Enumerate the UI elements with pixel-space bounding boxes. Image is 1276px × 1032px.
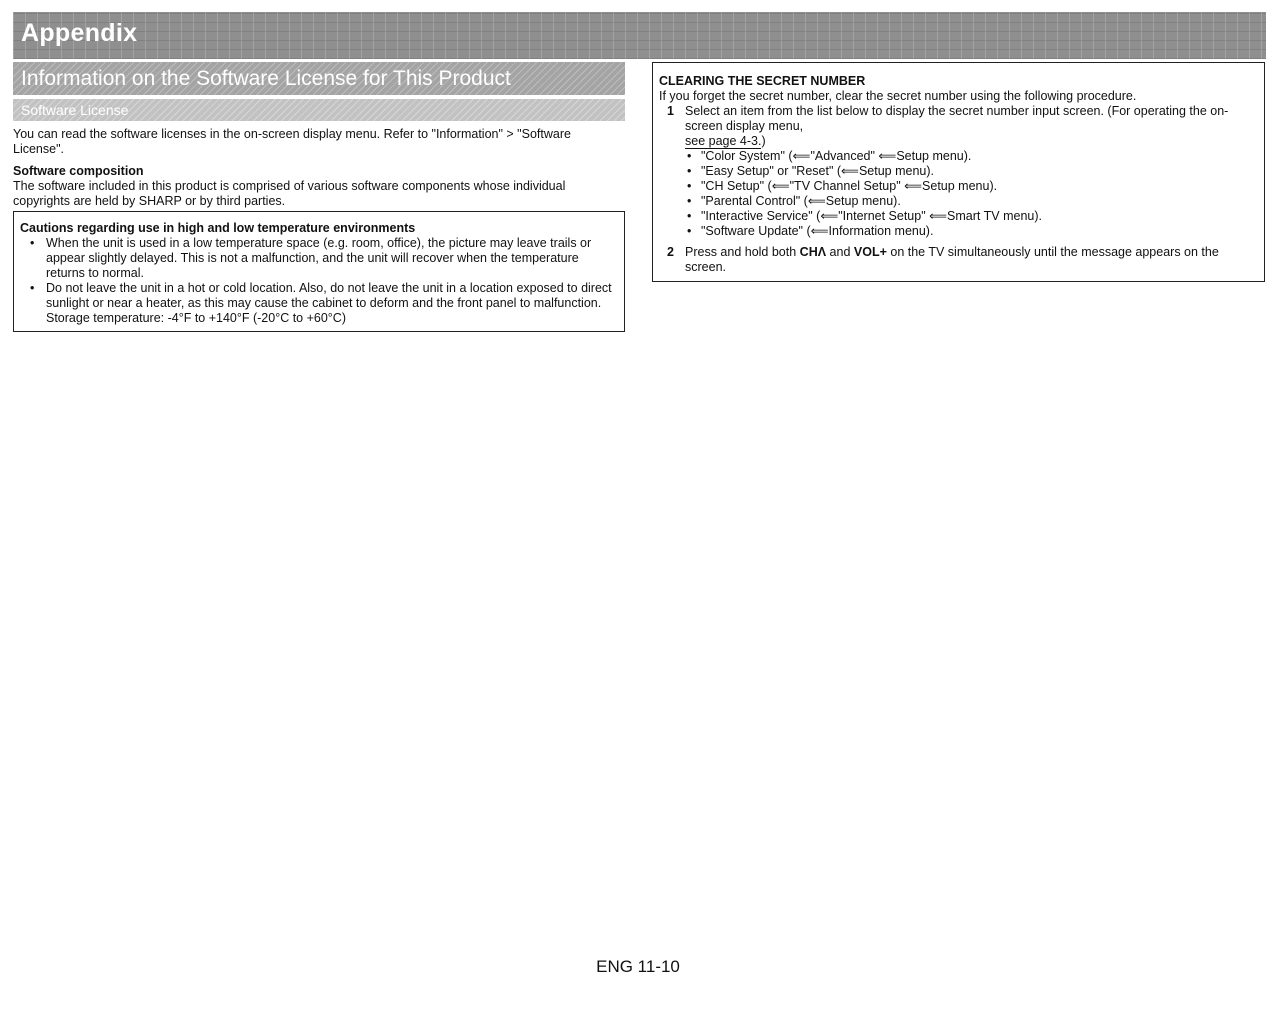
see-page-link[interactable]: see page 4-3. bbox=[685, 134, 762, 148]
vol-plus-key: VOL+ bbox=[853, 245, 887, 259]
step-1-close: ) bbox=[761, 134, 766, 148]
storage-temperature: Storage temperature: -4°F to +140°F (-20°C to +60°C) bbox=[46, 311, 346, 325]
bullet-dot: • bbox=[687, 224, 692, 238]
page-number: ENG 11-10 bbox=[596, 957, 680, 976]
bullet-dot: • bbox=[687, 179, 692, 193]
subsection-heading-bar bbox=[13, 99, 625, 121]
caution-item: • When the unit is used in a low temperature space (e.g. room, office), the picture may leave trails or appear slightly delayed. This is not a malfunction, and the unit will recover when the temperature returns to normal. bbox=[30, 236, 592, 280]
secret-number-intro: If you forget the secret number, clear the secret number using the following procedure. bbox=[659, 89, 1137, 103]
secret-number-title: CLEARING THE SECRET NUMBER bbox=[659, 74, 866, 88]
caution-item: • Do not leave the unit in a hot or cold location. Also, do not leave the unit in a location exposed to direct sunlight or near a heater, as this may cause the cabinet to deform and the front panel to malfunction. bbox=[30, 281, 612, 310]
bullet-dot: • bbox=[687, 209, 692, 223]
step-1 bbox=[659, 104, 1242, 149]
bullet-dot: • bbox=[30, 281, 35, 295]
subsection-heading: Software License bbox=[21, 102, 129, 118]
list-item: • "CH Setup" (⟸"TV Channel Setup" ⟸Setup menu). bbox=[687, 179, 998, 193]
step-number: 2 bbox=[667, 245, 674, 259]
secret-number-box bbox=[652, 62, 1265, 282]
bullet-dot: • bbox=[687, 164, 692, 178]
software-composition-title: Software composition bbox=[13, 164, 144, 178]
step-2: 2 Press and hold both CHΛ and VOL+ on the TV simultaneously until the message appears on the screen. bbox=[667, 245, 1219, 274]
section-heading: Information on the Software License for This Product bbox=[21, 67, 511, 90]
step-1-text: Select an item from the list below to display the secret number input screen. (For operating the on-screen display menu, bbox=[685, 104, 1229, 133]
appendix-title: Appendix bbox=[21, 19, 138, 47]
list-item: • "Parental Control" (⟸Setup menu). bbox=[687, 194, 901, 208]
ch-up-key: CHΛ bbox=[799, 245, 827, 259]
list-item: • "Color System" (⟸"Advanced" ⟸Setup menu). bbox=[687, 149, 972, 163]
caution-list bbox=[20, 236, 612, 311]
right-column bbox=[652, 62, 1265, 282]
caution-box bbox=[13, 211, 625, 332]
appendix-banner bbox=[13, 12, 1266, 59]
step-number: 1 bbox=[667, 104, 674, 118]
section-heading-bar bbox=[13, 62, 625, 95]
list-item: • "Software Update" (⟸Information menu). bbox=[687, 224, 934, 238]
caution-title: Cautions regarding use in high and low temperature environments bbox=[20, 221, 416, 235]
license-intro-text: You can read the software licenses in the on-screen display menu. Refer to "Information" > "Software License". bbox=[13, 127, 571, 156]
software-composition-text: The software included in this product is comprised of various software components whose individual copyrights are held by SHARP or by third parties. bbox=[13, 179, 566, 208]
bullet-dot: • bbox=[687, 149, 692, 163]
left-column bbox=[13, 62, 625, 332]
list-item: • "Interactive Service" (⟸"Internet Setup" ⟸Smart TV menu). bbox=[687, 209, 1042, 223]
menu-item-list bbox=[659, 149, 1242, 239]
list-item: • "Easy Setup" or "Reset" (⟸Setup menu). bbox=[687, 164, 934, 178]
bullet-dot: • bbox=[687, 194, 692, 208]
bullet-dot: • bbox=[30, 236, 35, 250]
